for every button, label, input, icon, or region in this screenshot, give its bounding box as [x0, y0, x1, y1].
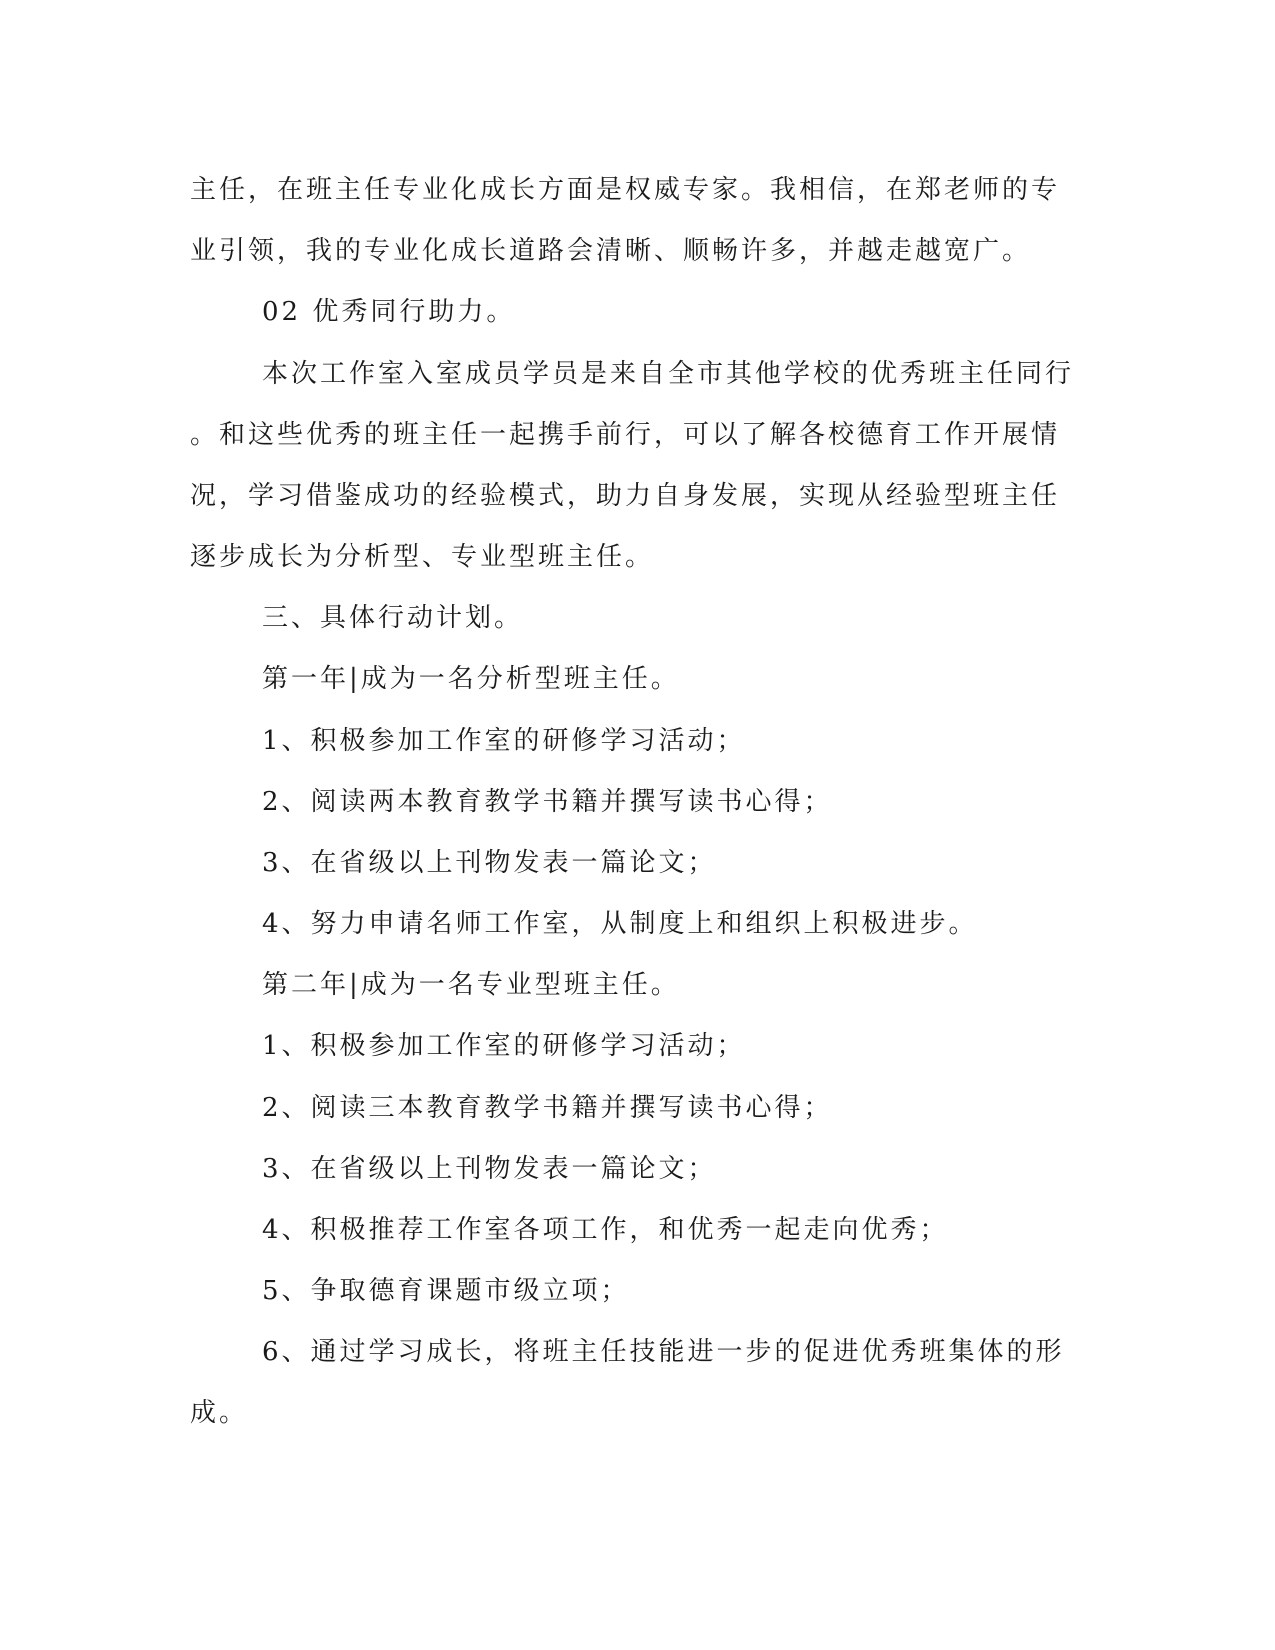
text-line: 况，学习借鉴成功的经验模式，助力自身发展，实现从经验型班主任 — [190, 481, 1061, 511]
list-item: 5、争取德育课题市级立项； — [262, 1276, 630, 1306]
text-line: 逐步成长为分析型、专业型班主任。 — [190, 542, 655, 572]
list-item: 2、阅读三本教育教学书籍并撰写读书心得； — [262, 1093, 833, 1123]
section-heading: 02 优秀同行助力。 — [262, 297, 516, 327]
list-item: 2、阅读两本教育教学书籍并撰写读书心得； — [262, 787, 833, 817]
list-item: 1、积极参加工作室的研修学习活动； — [262, 726, 746, 756]
text-line: 主任，在班主任专业化成长方面是权威专家。我相信，在郑老师的专 — [190, 175, 1061, 205]
text-line: 。和这些优秀的班主任一起携手前行，可以了解各校德育工作开展情 — [190, 420, 1061, 450]
list-item: 3、在省级以上刊物发表一篇论文； — [262, 848, 717, 878]
subsection-heading: 第二年|成为一名专业型班主任。 — [262, 970, 680, 1000]
list-item: 1、积极参加工作室的研修学习活动； — [262, 1031, 746, 1061]
text-line: 成。 — [190, 1398, 249, 1428]
list-item: 4、努力申请名师工作室，从制度上和组织上积极进步。 — [262, 909, 978, 939]
subsection-heading: 第一年|成为一名分析型班主任。 — [262, 664, 680, 694]
list-item: 6、通过学习成长，将班主任技能进一步的促进优秀班集体的形 — [262, 1337, 1065, 1367]
list-item: 3、在省级以上刊物发表一篇论文； — [262, 1154, 717, 1184]
text-line: 业引领，我的专业化成长道路会清晰、顺畅许多，并越走越宽广。 — [190, 236, 1032, 266]
section-heading: 三、具体行动计划。 — [262, 603, 524, 633]
text-line: 本次工作室入室成员学员是来自全市其他学校的优秀班主任同行 — [262, 359, 1075, 389]
list-item: 4、积极推荐工作室各项工作，和优秀一起走向优秀； — [262, 1215, 949, 1245]
